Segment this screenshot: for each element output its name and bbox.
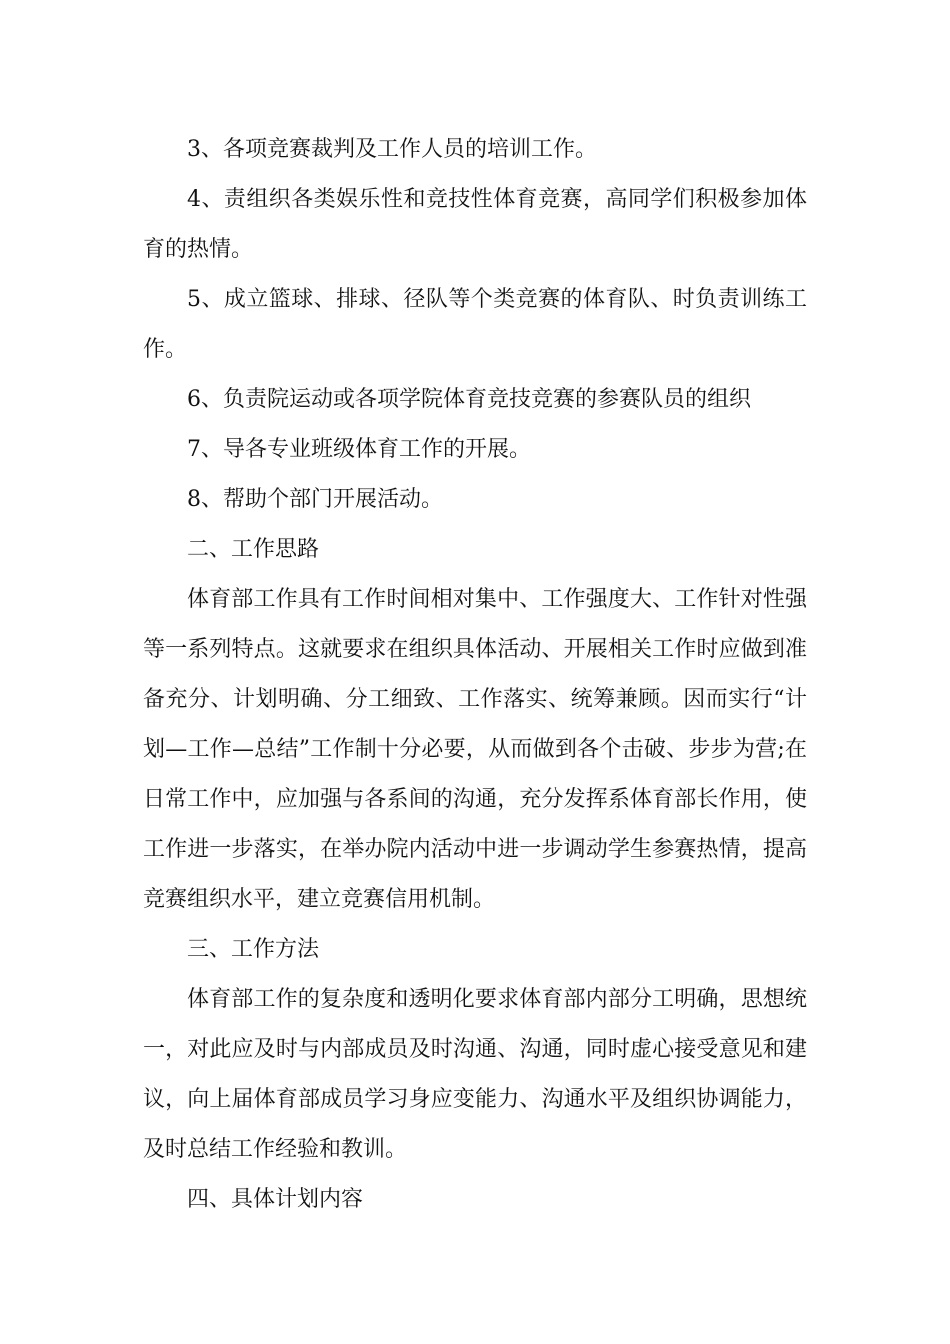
list-item-3: 3、各项竞赛裁判及工作人员的培训工作。 [187,137,597,162]
paragraph-work-method: 体育部工作的复杂度和透明化要求体育部内部分工明确，思想统一，对此应及时与内部成员及时沟通、沟通，同时虚心接受意见和建议，向上届体育部成员学习身应变能力、沟通水平及组织协调能力，及时总结工作经验和教训。 [143,987,807,1162]
list-item-8: 8、帮助个部门开展活动。 [187,487,443,512]
section-heading-work-method: 三、工作方法 [187,937,320,962]
list-item-4: 4、责组织各类娱乐性和竞技性体育竞赛，高同学们积极参加体育的热情。 [143,187,807,262]
section-heading-plan-content: 四、具体计划内容 [187,1187,364,1212]
document-body [143,125,807,1225]
paragraph-work-approach: 体育部工作具有工作时间相对集中、工作强度大、工作针对性强等一系列特点。这就要求在组织具体活动、开展相关工作时应做到准备充分、计划明确、分工细致、工作落实、统筹兼顾。因而实行“计划—工作—总结”工作制十分必要，从而做到各个击破、步步为营;在日常工作中，应加强与各系间的沟通，充分发挥系体育部长作用，使工作进一步落实，在举办院内活动中进一步调动学生参赛热情，提高竞赛组织水平，建立竞赛信用机制。 [143,587,807,912]
list-item-7: 7、导各专业班级体育工作的开展。 [187,437,531,462]
list-item-5: 5、成立篮球、排球、径队等个类竞赛的体育队、时负责训练工作。 [143,287,807,362]
list-item-6: 6、负责院运动或各项学院体育竞技竞赛的参赛队员的组织 [187,387,751,412]
section-heading-work-approach: 二、工作思路 [187,537,320,562]
